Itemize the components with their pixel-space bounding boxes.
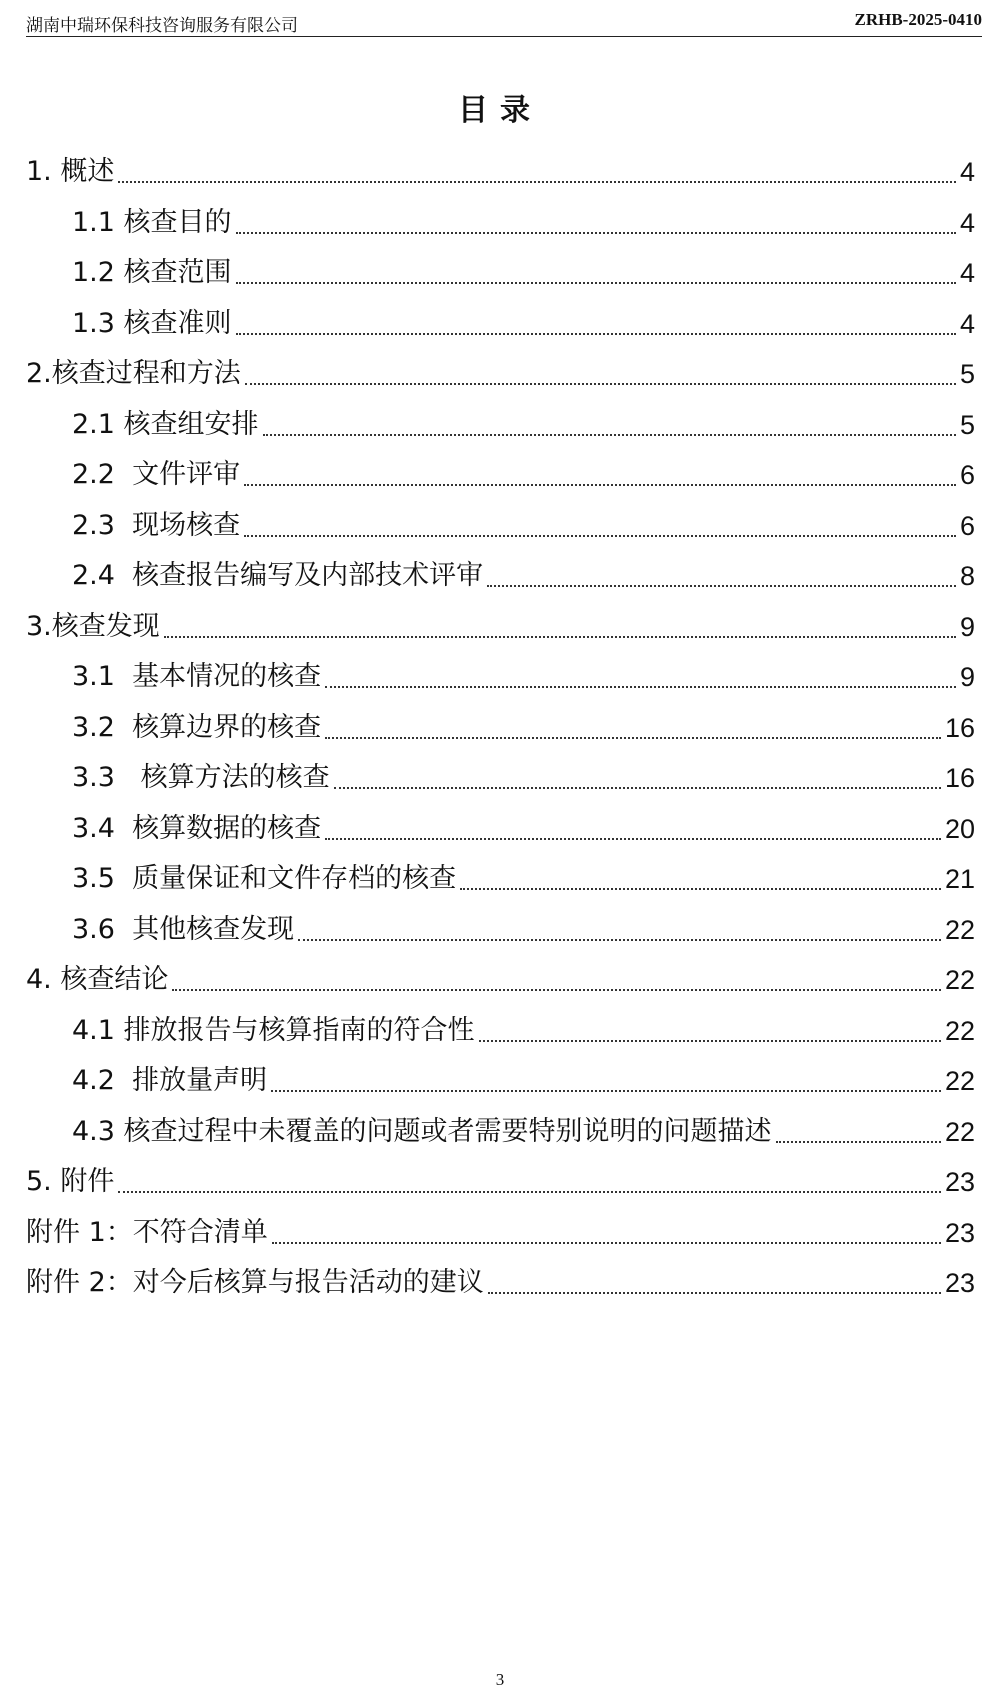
toc-entry-label: 5. 附件 xyxy=(26,1166,115,1197)
toc-entry[interactable] xyxy=(72,910,975,950)
toc-entry-label: 1. 概述 xyxy=(26,156,115,187)
toc-entry-label: 3.2 核算边界的核查 xyxy=(72,711,322,743)
toc-entry[interactable] xyxy=(72,809,975,849)
toc-dot-leader xyxy=(263,434,956,436)
toc-entry[interactable] xyxy=(26,354,975,394)
toc-entry-label: 2.3 现场核查 xyxy=(72,509,241,541)
toc-dot-leader xyxy=(118,181,956,183)
toc-entry[interactable] xyxy=(26,1263,975,1303)
toc-entry-page: 9 xyxy=(959,662,975,692)
toc-dot-leader xyxy=(245,383,956,385)
toc-entry[interactable] xyxy=(72,758,975,798)
toc-entry-label: 3.5 质量保证和文件存档的核查 xyxy=(72,863,457,894)
toc-dot-leader xyxy=(236,333,956,335)
toc-entry-page: 5 xyxy=(959,409,975,440)
page-number: 3 xyxy=(495,1670,505,1689)
toc-entry[interactable] xyxy=(72,556,975,596)
toc-entry[interactable] xyxy=(72,405,975,445)
toc-dot-leader xyxy=(325,838,941,840)
toc-entry-page: 22 xyxy=(944,1015,975,1046)
toc-dot-leader xyxy=(172,989,941,991)
toc-dot-leader xyxy=(272,1242,941,1244)
toc-entry-page: 22 xyxy=(944,1066,975,1096)
toc-entry-page: 6 xyxy=(959,460,975,490)
toc-entry-page: 16 xyxy=(944,712,975,743)
toc-entry[interactable] xyxy=(26,960,975,1000)
toc-dot-leader xyxy=(236,232,956,234)
toc-entry[interactable] xyxy=(72,708,975,748)
toc-entry-page: 23 xyxy=(944,1268,975,1298)
toc-entry-page: 21 xyxy=(944,864,975,894)
toc-entry-label: 2.1 核查组安排 xyxy=(72,408,259,440)
toc-entry[interactable] xyxy=(72,657,975,697)
toc-entry-label: 附件 2：对今后核算与报告活动的建议 xyxy=(26,1267,484,1298)
toc-entry-label: 2.2 文件评审 xyxy=(72,459,241,490)
toc-entry-label: 1.3 核查准则 xyxy=(72,307,232,339)
toc-entry-label: 附件 1：不符合清单 xyxy=(26,1216,268,1248)
toc-entry[interactable] xyxy=(72,506,975,546)
toc-entry-label: 4.1 排放报告与核算指南的符合性 xyxy=(72,1014,475,1046)
toc-entry-page: 23 xyxy=(944,1167,975,1197)
toc-entry-page: 8 xyxy=(959,561,975,591)
toc-entry-page: 16 xyxy=(944,763,975,793)
toc-entry-label: 2.4 核查报告编写及内部技术评审 xyxy=(72,560,484,591)
toc-entry-page: 22 xyxy=(944,965,975,995)
toc-entry[interactable] xyxy=(72,1011,975,1051)
document-number: ZRHB-2025-0410 xyxy=(854,10,982,29)
toc-dot-leader xyxy=(236,282,956,284)
toc-entry-label: 3.4 核算数据的核查 xyxy=(72,812,322,844)
toc-entry[interactable] xyxy=(72,859,975,899)
toc-dot-leader xyxy=(325,686,956,688)
toc-entry-label: 1.2 核查范围 xyxy=(72,257,232,288)
toc-entry-page: 22 xyxy=(944,914,975,945)
toc-entry-label: 4.2 排放量声明 xyxy=(72,1065,268,1096)
toc-dot-leader xyxy=(776,1141,941,1143)
toc-entry-page: 6 xyxy=(959,510,975,541)
toc-dot-leader xyxy=(298,939,941,941)
toc-entry[interactable] xyxy=(72,1061,975,1101)
toc-entry-page: 22 xyxy=(944,1116,975,1147)
toc-dot-leader xyxy=(164,636,956,638)
toc-entry[interactable] xyxy=(72,1112,975,1152)
toc-entry-label: 4. 核查结论 xyxy=(26,964,169,995)
toc-dot-leader xyxy=(271,1090,941,1092)
toc-entry[interactable] xyxy=(72,304,975,344)
company-name: 湖南中瑞环保科技咨询服务有限公司 xyxy=(26,16,298,36)
toc-entry-label: 3.1 基本情况的核查 xyxy=(72,661,322,692)
toc-entry-label: 4.3 核查过程中未覆盖的问题或者需要特别说明的问题描述 xyxy=(72,1115,772,1147)
toc-entry[interactable] xyxy=(72,253,975,293)
page-header xyxy=(26,6,982,37)
toc-dot-leader xyxy=(244,535,956,537)
toc-entry-page: 5 xyxy=(959,359,975,389)
toc-entry-label: 2.核查过程和方法 xyxy=(26,358,241,389)
toc-entry-page: 4 xyxy=(959,258,975,288)
toc-dot-leader xyxy=(334,787,941,789)
toc-entry-label: 3.6 其他核查发现 xyxy=(72,913,295,945)
toc-entry-page: 4 xyxy=(959,157,975,187)
toc-entry-label: 1.1 核查目的 xyxy=(72,206,232,238)
toc-entry[interactable] xyxy=(72,455,975,495)
toc-entry-page: 20 xyxy=(944,813,975,844)
toc-title: 目录 xyxy=(458,93,542,128)
toc-entry[interactable] xyxy=(26,607,975,647)
toc-entry[interactable] xyxy=(26,1213,975,1253)
toc-entry-page: 23 xyxy=(944,1217,975,1248)
toc-entry[interactable] xyxy=(26,1162,975,1202)
toc-entry-page: 4 xyxy=(959,207,975,238)
toc-entry[interactable] xyxy=(26,152,975,192)
toc-dot-leader xyxy=(488,1292,941,1294)
toc-entry-page: 9 xyxy=(959,611,975,642)
toc-dot-leader xyxy=(118,1191,941,1193)
toc-entry-label: 3.3 核算方法的核查 xyxy=(72,762,330,793)
toc-entry-label: 3.核查发现 xyxy=(26,610,160,642)
toc-dot-leader xyxy=(460,888,941,890)
toc-entry[interactable] xyxy=(72,203,975,243)
toc-dot-leader xyxy=(325,737,941,739)
toc-dot-leader xyxy=(244,484,956,486)
toc-dot-leader xyxy=(479,1040,941,1042)
toc-dot-leader xyxy=(487,585,956,587)
toc-entry-page: 4 xyxy=(959,308,975,339)
